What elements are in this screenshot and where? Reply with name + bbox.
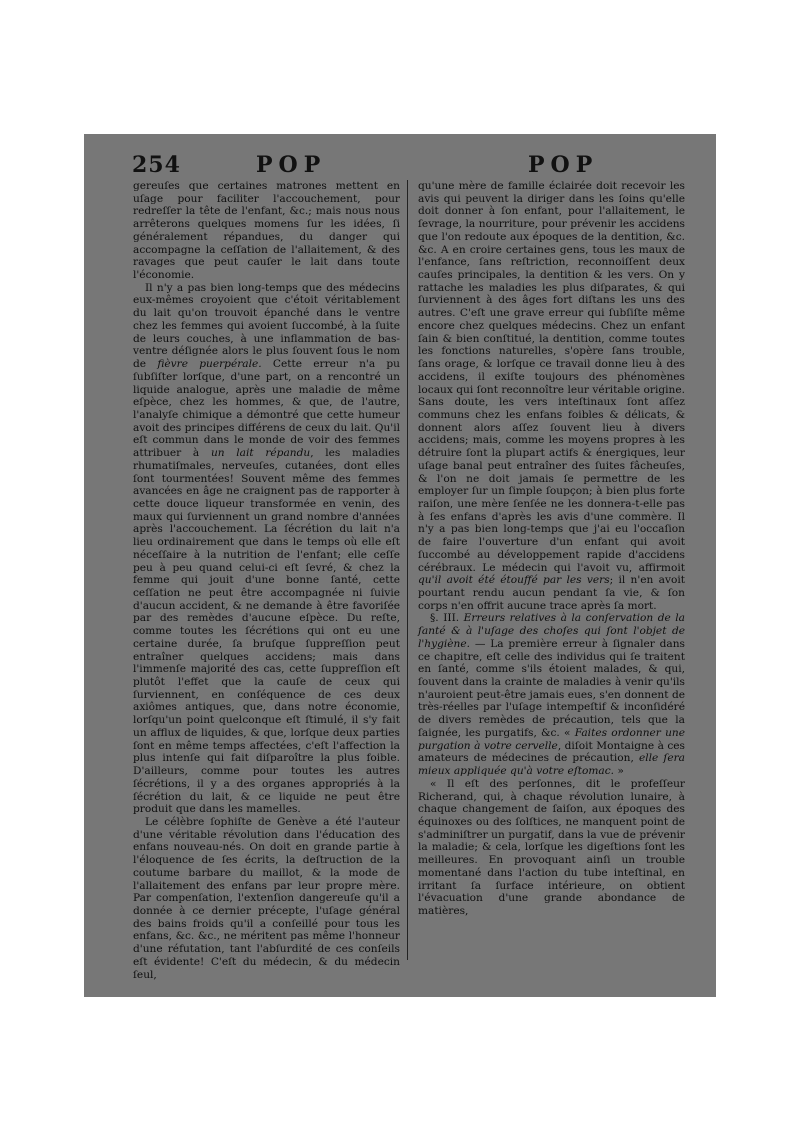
scanned-page [84, 134, 716, 997]
paragraph: « Il eſt des perſonnes, dit le profeſſeur Richerand, qui, à chaque révolution lunaire, à chaque changement de ſaiſon, aux époques des équinoxes ou des ſolſtices, ne manquent point de s'adminiſtrer un purgatif, dans la vue de prévenir la maladie; & cela, lorſque les digeſtions ſont les meilleures. En provoquant ainſi un trouble momentané dans l'action du tube inteſtinal, en irritant ſa ſurface intérieure, on obtient l'évacuation d'une grande abondance de matières, [418, 777, 685, 917]
text-run: Cette erreur n'a pu ſubſiſter lorſque, d'une part, on a rencontré un liquide analogue, après une maladie de même eſpèce, chez les hommes, & que, de l'autre, l'analyſe chimique a démontré que cette humeur avoit des principes différens de ceux du lait. Qu'il eſt commun dans le monde de voir des femmes attribuer à [133, 358, 401, 460]
paragraph: gereuſes que certaines matrones mettent en uſage pour faciliter l'accouchement, pour redreſſer la tête de l'enfant, &c.; mais nous nous arrêterons quelques momens ſur les idées, ſi généralement répandues, du danger qui accompagne la ceſſation de l'allaitement, & des ravages que peut cauſer le lait dans toute l'économie. [133, 180, 400, 282]
section-mark: §. III. [430, 612, 460, 625]
paragraph [133, 282, 400, 816]
italic-quote: qu'il avoit été étouffé par les vers [418, 574, 610, 587]
text-run: , les maladies rhumatiſmales, nerveuſes, cutanées, dont elles ſont tourmentées! Souvent même des femmes avancées en âge ne craignent pas de rapporter à cette douce liqueur transformée en venin, des maux qui ſurviennent un grand nombre d'années après l'accouchement. La ſécrétion du lait n'a lieu ordinairement que dans le temps où elle eſt néceſſaire à la nutrition de l'enfant; elle ceſſe peu à peu quand celui-ci eſt ſevré, & chez la femme qui jouit d'une bonne ſanté, cette ceſſation ne peut être accompagnée ni ſuivie d'aucun accident, & ne demande à être favoriſée par des remèdes d'aucune eſpèce. Du reſte, comme toutes les ſécrétions qui ont eu une certaine durée, ſa bruſque ſuppreſſion peut entraîner quelques accidens; mais dans l'immenſe majorité des cas, cette ſuppreſſion eſt plutôt l'effet que la cauſe de ceux qui ſurviennent, en conſéquence de ces deux axiômes antiques, que, dans notre économie, lorſqu'un point quelconque eſt ſtimulé, il s'y fait un afflux de liquides, & que, lorſque deux parties ſont en même temps affectées, c'eſt l'affection la plus intenſe qui fait diſparoître la plus foible. D'ailleurs, comme pour toutes les autres ſécrétions, il y a des organes appropriés à la ſécrétion du lait, & ce liquide ne peut être produit que dans les mamelles. [133, 447, 400, 816]
paragraph: Le célèbre ſophiſte de Genève a été l'auteur d'une véritable révolution dans l'éducation des enfans nouveau-nés. On doit en grande partie à l'éloquence de ſes écrits, la deſtruction de la coutume barbare du maillot, & la mode de l'allaitement des enfans par leur propre mère. Par compenſation, l'extenſion dangereuſe qu'il a donnée à ce dernier précepte, l'uſage général des bains froids qu'il a conſeillé pour tous les enfans, &c. &c., ne méritent pas même l'honneur d'une réfutation, tant l'abſurdité de ces conſeils eſt évidente! C'eſt du médecin, & du médecin ſeul, [133, 815, 400, 981]
running-head-left: POP [256, 152, 327, 178]
text-run: Il n'y a pas bien long-temps que des médecins eux-mêmes croyoient que c'étoit véritablement du lait qu'on trouvoit épanché dans le ventre chez les femmes qui avoient ſuccombé, à la ſuite de leurs couches, à une inflammation de bas-ventre déſignée alors le plus ſouvent ſous le nom de [133, 281, 400, 371]
text-run: ; il n'en avoit pourtant rendu aucun pendant ſa vie, & ſon corps n'en offrit aucune trace après ſa mort. [418, 574, 685, 612]
italic-quote: Faites ordonner une purgation à votre cervelle [418, 726, 685, 752]
section-paragraph [418, 612, 685, 777]
running-head-right: POP [528, 152, 599, 178]
text-run: , diſoit Montaigne à ces amateurs de médecines de précaution, [418, 739, 685, 765]
left-column [133, 180, 400, 981]
page-number: 254 [132, 152, 181, 178]
italic-quote: elle ſera mieux appliquée qu'à votre eſtomac. [418, 752, 685, 778]
paragraph [418, 180, 685, 612]
column-divider [407, 180, 408, 960]
right-column [418, 180, 685, 918]
italic-term: fièvre puerpérale. [157, 358, 262, 371]
page-header [84, 152, 716, 180]
section-title: Erreurs relatives à la conſervation de la ſanté & à l'uſage des choſes qui ſont l'objet de l'hygiène. [418, 612, 685, 650]
text-run: » [614, 765, 624, 778]
text-run: qu'une mère de famille éclairée doit recevoir les avis qui peuvent la diriger dans les ſoins qu'elle doit donner à ſon enfant, pour l'allaitement, le ſevrage, la nourriture, pour prévenir les accidens que l'on redoute aux époques de la dentition, &c. &c. A en croire certaines gens, tous les maux de l'enfance, ſans reſtriction, reconnoiſſent deux cauſes principales, la dentition & les vers. On y rattache les maladies les plus diſparates, & qui ſurviennent à des âges fort diſtans les uns des autres. C'eſt une grave erreur qui ſubſiſte même encore chez quelques médecins. Chez un enfant ſain & bien conſtitué, la dentition, comme toutes les fonctions naturelles, s'opère ſans trouble, ſans orage, & lorſque ce travail donne lieu à des accidens, il exiſte toujours des phénomènes locaux qui ſont reconnoître leur véritable origine. Sans doute, les vers inteſtinaux ſont aſſez communs chez les enfans foibles & délicats, & donnent alors aſſez ſouvent lieu à divers accidens; mais, comme les moyens propres à les détruire ſont la plupart actifs & énergiques, leur uſage banal peut entraîner des ſuites fâcheuſes, & l'on ne doit jamais ſe permettre de les employer ſur un ſimple ſoupçon; à bien plus forte raiſon, une mère ſenſée ne les donnera-t-elle pas à ſes enfans d'après les avis d'une commère. Il n'y a pas bien long-temps que j'ai eu l'occaſion de faire l'ouverture d'un enfant qui avoit ſuccombé au développement rapide d'accidens cérébraux. Le médecin qui l'avoit vu, affirmoit [418, 180, 685, 574]
italic-term: un lait répandu [210, 447, 311, 460]
text-run: — La première erreur à ſignaler dans ce chapitre, eſt celle des individus qui ſe traitent en ſanté, comme s'ils étoient malades, & qui, ſouvent dans la crainte de maladies à venir qu'ils n'auroient peut-être jamais eues, s'en donnent de très-réelles par l'uſage intempeſtif & inconſidéré de divers remèdes de précaution, tels que la ſaignée, les purgatifs, &c. « [418, 637, 685, 739]
